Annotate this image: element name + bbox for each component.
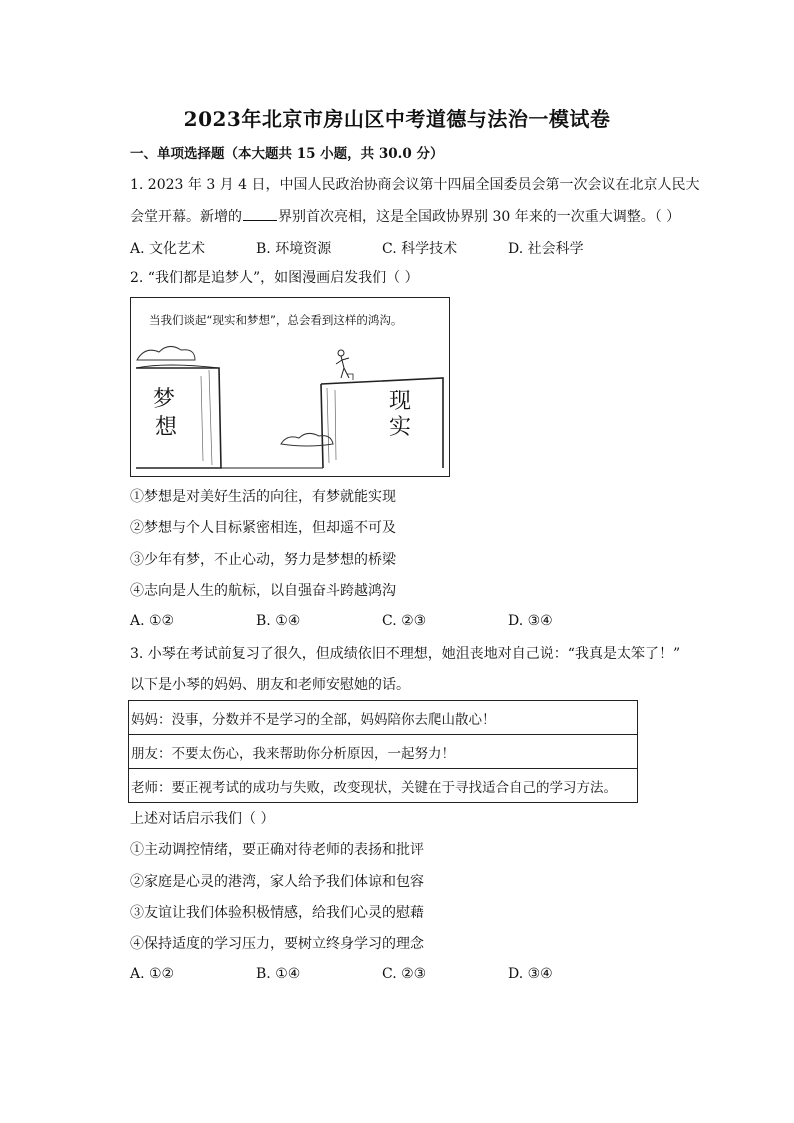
q3-option-b[interactable]: B. ①④	[256, 966, 301, 982]
cartoon-label-reality-2: 实	[389, 415, 412, 440]
q3-stem-line1: 3. 小琴在考试前复习了很久，但成绩依旧不理想，她沮丧地对自己说：“我真是太笨了！”	[130, 646, 681, 662]
q2-option-d[interactable]: D. ③④	[508, 613, 553, 629]
section-heading: 一、单项选择题（本大题共 15 小题，共 30.0 分）	[130, 146, 444, 162]
q1-option-b[interactable]: B. 环境资源	[256, 241, 332, 257]
page-title: 2023年北京市房山区中考道德与法治一模试卷	[183, 107, 611, 131]
q2-item-2: ②梦想与个人目标紧密相连，但却遥不可及	[130, 520, 396, 536]
q2-option-c[interactable]: C. ②③	[382, 613, 427, 629]
q3-prompt: 上述对话启示我们（ ）	[130, 811, 275, 827]
table-row	[129, 701, 638, 735]
q3-option-c[interactable]: C. ②③	[382, 966, 427, 982]
cartoon-label-dream-1: 梦	[153, 387, 176, 412]
q3-option-d[interactable]: D. ③④	[508, 966, 553, 982]
q3-item-2: ②家庭是心灵的港湾，家人给予我们体谅和包容	[130, 874, 424, 890]
q1-option-a[interactable]: A. 文化艺术	[130, 241, 206, 257]
fill-blank	[243, 207, 277, 221]
dream-reality-cartoon	[130, 297, 450, 477]
q1-option-c[interactable]: C. 科学技术	[382, 241, 458, 257]
q3-item-3: ③友谊让我们体验积极情感，给我们心灵的慰藉	[130, 905, 424, 921]
q3-options	[130, 966, 650, 984]
q1-options	[130, 238, 650, 256]
q1-stem-part2: 界别首次亮相，这是全国政协界别 30 年来的一次重大调整。（ ）	[278, 209, 681, 225]
q2-stem: 2. “我们都是追梦人”，如图漫画启发我们（ ）	[130, 270, 419, 286]
q3-item-1: ①主动调控情绪，要正确对待老师的表扬和批评	[130, 842, 424, 858]
dialogue-teacher: 老师：要正视考试的成功与失败，改变现状，关键在于寻找适合自己的学习方法。	[129, 769, 638, 803]
q2-item-1: ①梦想是对美好生活的向往，有梦就能实现	[130, 489, 396, 505]
q1-stem-part1: 会堂开幕。新增的	[130, 209, 242, 225]
q2-item-3: ③少年有梦，不止心动，努力是梦想的桥梁	[130, 552, 396, 568]
q2-option-a[interactable]: A. ①②	[130, 613, 175, 629]
dialogue-table	[128, 700, 638, 803]
q3-stem-line2: 以下是小琴的妈妈、朋友和老师安慰她的话。	[130, 677, 410, 693]
cartoon-label-dream-2: 想	[155, 415, 178, 440]
q1-stem-line1: 1. 2023 年 3 月 4 日，中国人民政治协商会议第十四届全国委员会第一次会议在北京人民大	[130, 177, 700, 193]
table-row	[129, 735, 638, 769]
q1-option-d[interactable]: D. 社会科学	[508, 241, 584, 257]
q2-options	[130, 613, 650, 631]
dialogue-friend: 朋友：不要太伤心，我来帮助你分析原因，一起努力！	[129, 735, 638, 769]
dialogue-mother: 妈妈：没事，分数并不是学习的全部，妈妈陪你去爬山散心！	[129, 701, 638, 735]
q2-item-4: ④志向是人生的航标，以自强奋斗跨越鸿沟	[130, 583, 396, 599]
cartoon-label-reality-1: 现	[389, 389, 412, 414]
q2-option-b[interactable]: B. ①④	[256, 613, 301, 629]
q1-stem-line2	[130, 207, 680, 226]
q3-item-4: ④保持适度的学习压力，要树立终身学习的理念	[130, 936, 424, 952]
q3-option-a[interactable]: A. ①②	[130, 966, 175, 982]
table-row	[129, 769, 638, 803]
cartoon-caption: 当我们谈起“现实和梦想”，总会看到这样的鸿沟。	[149, 313, 403, 327]
